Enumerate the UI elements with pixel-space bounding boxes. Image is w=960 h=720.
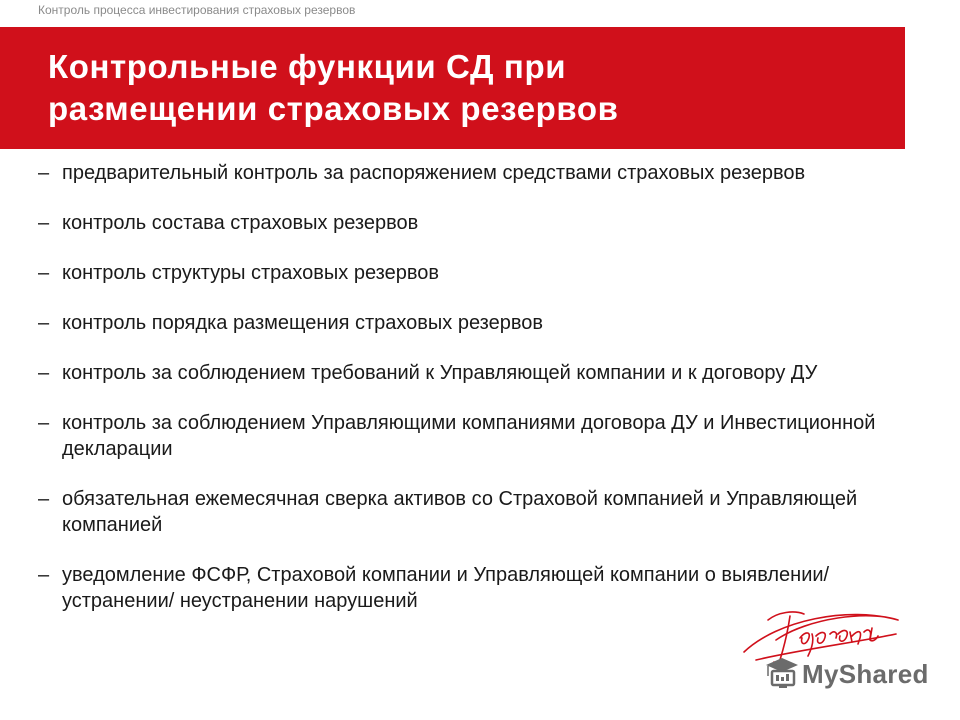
list-item-text: уведомление ФСФР, Страховой компании и Управляющей компании о выявлении/ устранении/ неустранении нарушений (62, 564, 830, 612)
page-title-line-2: размещении страховых резервов (48, 90, 619, 127)
header-caption: Контроль процесса инвестирования страховых резервов (38, 3, 356, 17)
bullet-dash: – (38, 362, 50, 384)
logo-text: MyShared (802, 658, 929, 689)
list-item (38, 486, 938, 538)
list-item-text: предварительный контроль за распоряжением средствами страховых резервов (62, 162, 806, 184)
list-item-text: контроль за соблюдением требований к Управляющей компании и к договору ДУ (62, 362, 818, 384)
bullet-dash: – (38, 262, 50, 284)
list-item (38, 260, 938, 286)
bullet-dash: – (38, 312, 50, 334)
mortarboard-monitor-icon (764, 656, 800, 692)
list-item-text: контроль порядка размещения страховых резервов (62, 312, 544, 334)
list-item-text: контроль структуры страховых резервов (62, 262, 440, 284)
list-item (38, 210, 938, 236)
bullet-dash: – (38, 564, 50, 586)
bullet-dash: – (38, 488, 50, 510)
bullet-dash: – (38, 212, 50, 234)
page-title-line-1: Контрольные функции СД при (48, 48, 567, 85)
list-item-text: контроль состава страховых резервов (62, 212, 419, 234)
list-item-text: контроль за соблюдением Управляющими компаниями договора ДУ и Инвестиционной декларации (62, 412, 876, 460)
myshared-logo (764, 654, 929, 694)
list-item (38, 310, 938, 336)
list-item (38, 160, 938, 186)
list-item (38, 360, 938, 386)
list-item-text: обязательная ежемесячная сверка активов со Страховой компанией и Управляющей компанией (62, 488, 858, 536)
page-title (48, 46, 888, 130)
control-functions-list (38, 160, 938, 638)
bullet-dash: – (38, 412, 50, 434)
list-item (38, 410, 938, 462)
bullet-dash: – (38, 162, 50, 184)
